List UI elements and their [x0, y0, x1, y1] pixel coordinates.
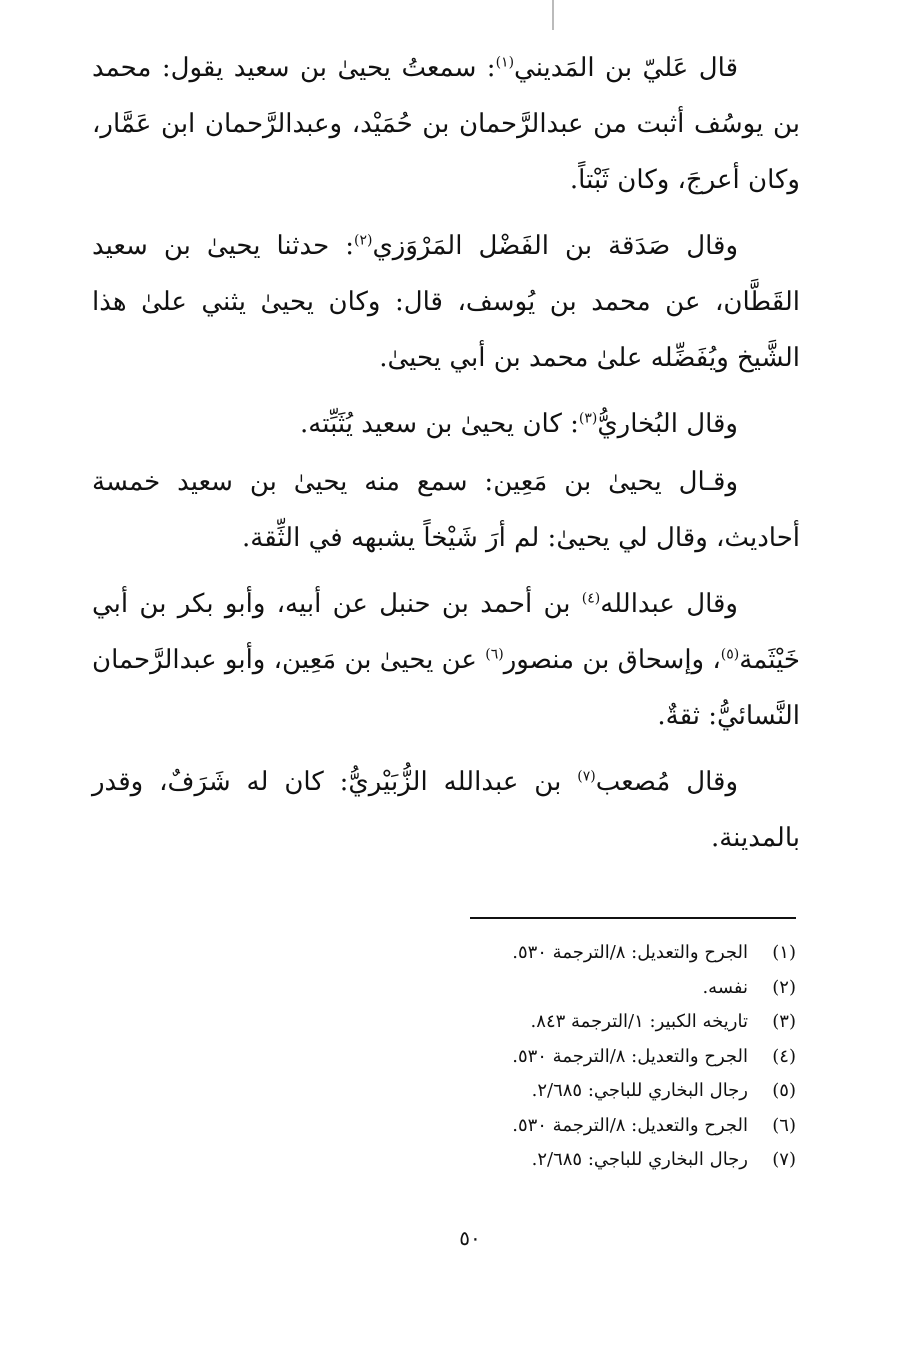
- paragraph-5-text-d: عن يحيىٰ بن مَعِين، وأبو عبدالرَّحمان النَّسائيُّ: ثقةٌ.: [92, 645, 800, 731]
- footnote-number: (٧): [772, 1149, 796, 1170]
- paragraph-1-text-b: : سمعتُ يحيىٰ بن سعيد يقول: محمد بن يوسُف أثبت من عبدالرَّحمان بن حُمَيْد، وعبدالرَّحمان ابن عَمَّار، وكان أعرجَ، وكان ثَبْتاً.: [92, 53, 800, 195]
- paragraph-5-text-a: وقال عبدالله: [600, 589, 738, 619]
- footnote-text: رجال البخاري للباجي: ٢/٦٨٥.: [531, 1080, 748, 1101]
- paragraph-6: [92, 754, 800, 866]
- paragraph-5-text-c: ، وإسحاق بن منصور: [503, 645, 721, 675]
- footnote-number: (٢): [772, 976, 796, 998]
- footnotes-list: [380, 936, 796, 1178]
- paragraph-2: [92, 218, 800, 386]
- paragraph-1: [92, 40, 800, 208]
- paragraph-2-text-b: : حدثنا يحيىٰ بن سعيد القَطَّان، عن محمد بن يُوسف، قال: وكان يحيىٰ يثني علىٰ هذا الشَّيخ ويُفَضِّله علىٰ محمد بن أبي يحيىٰ.: [92, 231, 800, 373]
- paragraph-3-text-a: وقال البُخاريُّ: [597, 409, 738, 439]
- footnote-ref-2[interactable]: (٢): [353, 232, 373, 249]
- paragraph-4: [92, 454, 800, 566]
- footnote-item: [380, 971, 796, 1006]
- footnote-item: [380, 1005, 796, 1040]
- paragraph-3: [92, 396, 800, 452]
- footnote-ref-1[interactable]: (١): [495, 54, 515, 71]
- footnote-ref-6[interactable]: (٦): [485, 646, 504, 663]
- footnote-text: الجرح والتعديل: ٨/الترجمة ٥٣٠.: [512, 1114, 748, 1136]
- paragraph-4-text: وقـال يحيىٰ بن مَعِين: سمع منه يحيىٰ بن سعيد خمسة أحاديث، وقال لي يحيىٰ: لم أرَ شَيْخاً يشبهه في الثِّقة.: [92, 467, 800, 553]
- footnote-text: رجال البخاري للباجي: ٢/٦٨٥.: [531, 1149, 748, 1170]
- footnote-separator: [470, 917, 796, 919]
- footnote-number: (٦): [772, 1114, 796, 1136]
- footnote-text: نفسه.: [702, 976, 748, 998]
- page-number: ٥٠: [459, 1226, 481, 1250]
- footnote-item: [380, 1109, 796, 1144]
- footnote-item: [380, 1040, 796, 1075]
- paragraph-5: [92, 576, 800, 744]
- top-margin-mark: [552, 0, 554, 30]
- footnote-item: [380, 936, 796, 971]
- footnote-text: الجرح والتعديل: ٨/الترجمة ٥٣٠.: [512, 1045, 748, 1067]
- paragraph-6-text-b: بن عبدالله الزُّبَيْريُّ: كان له شَرَفٌ، وقدر بالمدينة.: [92, 767, 800, 853]
- footnote-number: (١): [772, 942, 796, 963]
- footnote-number: (٥): [772, 1080, 796, 1101]
- footnote-ref-7[interactable]: (٧): [577, 768, 596, 785]
- paragraph-3-text-b: : كان يحيىٰ بن سعيد يُثَبِّته.: [300, 409, 579, 439]
- footnote-item: [380, 1074, 796, 1109]
- paragraph-6-text-a: وقال مُصعب: [595, 767, 739, 797]
- footnote-ref-5[interactable]: (٥): [720, 646, 740, 663]
- footnote-item: [380, 1143, 796, 1178]
- footnote-number: (٤): [772, 1045, 796, 1067]
- paragraph-5-text-b: بن أحمد بن حنبل عن أبيه، وأبو بكر بن أبي خَيْثَمة: [92, 589, 800, 675]
- footnote-text: الجرح والتعديل: ٨/الترجمة ٥٣٠.: [512, 942, 748, 963]
- paragraph-2-text-a: وقال صَدَقة بن الفَضْل المَرْوَزي: [372, 231, 738, 261]
- footnote-number: (٣): [772, 1011, 796, 1032]
- footnote-text: تاريخه الكبير: ١/الترجمة ٨٤٣.: [530, 1011, 748, 1032]
- footnote-ref-3[interactable]: (٣): [578, 410, 598, 427]
- paragraph-1-text-a: قال عَليّ بن المَديني: [514, 53, 739, 83]
- footnote-ref-4[interactable]: (٤): [581, 590, 601, 607]
- main-text: [92, 40, 800, 876]
